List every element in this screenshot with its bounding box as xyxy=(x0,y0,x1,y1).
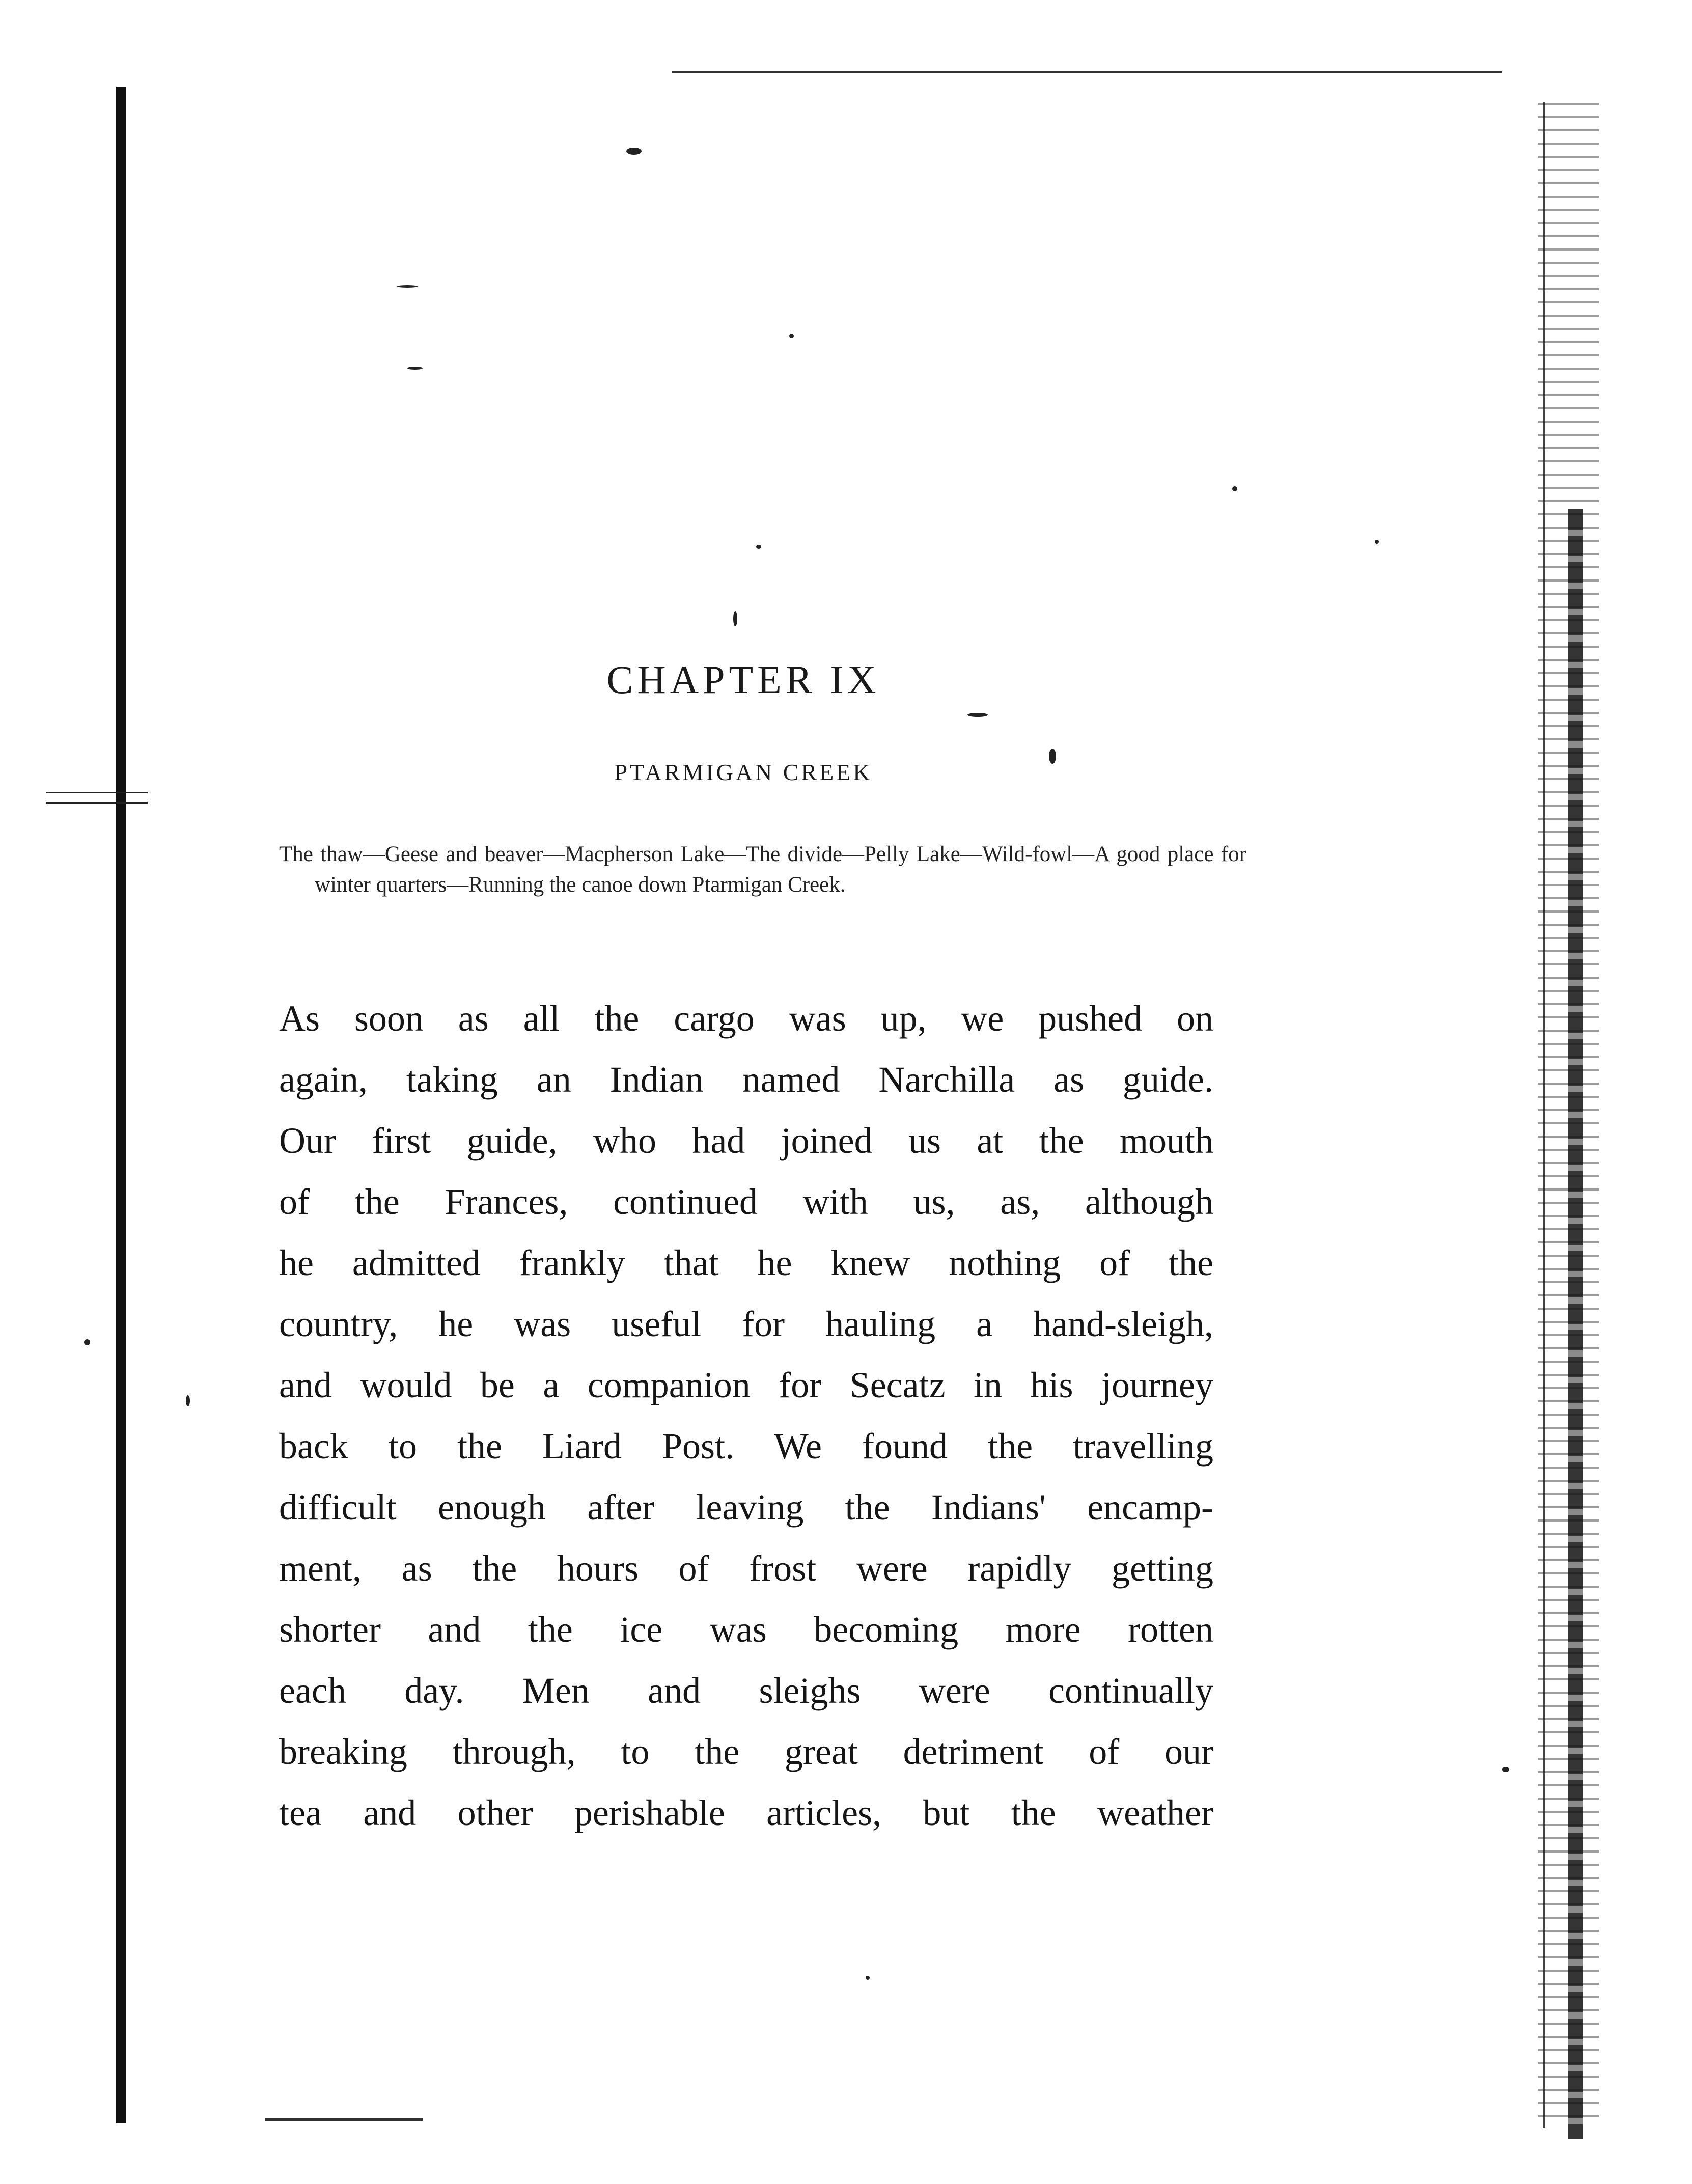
body-line: again, taking an Indian named Narchilla as guide. xyxy=(279,1059,1213,1100)
scan-speck xyxy=(397,285,418,288)
scan-left-tick xyxy=(46,792,148,793)
body-line: breaking through, to the great detriment of our xyxy=(279,1731,1213,1772)
scan-top-edge-line xyxy=(672,71,1502,73)
scan-speck xyxy=(1502,1767,1509,1772)
scan-speck xyxy=(1375,540,1379,544)
scan-bottom-mark xyxy=(265,2118,423,2121)
scan-speck xyxy=(407,367,423,370)
body-paragraph xyxy=(279,988,1213,1843)
body-line: Our first guide, who had joined us at the mouth xyxy=(279,1120,1213,1161)
body-line: shorter and the ice was becoming more rotten xyxy=(279,1609,1213,1650)
chapter-subtitle: PTARMIGAN CREEK xyxy=(614,759,873,785)
body-line: each day. Men and sleighs were continually xyxy=(279,1670,1213,1711)
body-line: back to the Liard Post. We found the travelling xyxy=(279,1426,1213,1467)
scan-speck xyxy=(756,545,761,549)
scan-binding-shadow xyxy=(116,87,126,2123)
scan-speck xyxy=(84,1339,90,1345)
body-line: ment, as the hours of frost were rapidly getting xyxy=(279,1548,1213,1589)
scan-speck xyxy=(733,611,737,626)
body-line: difficult enough after leaving the Indians' encamp- xyxy=(279,1487,1213,1528)
scan-right-dark-strip xyxy=(1568,509,1583,2139)
body-line: As soon as all the cargo was up, we pushed on xyxy=(279,998,1213,1039)
scan-speck xyxy=(967,713,988,717)
body-line: he admitted frankly that he knew nothing of the xyxy=(279,1242,1213,1283)
scan-speck xyxy=(626,148,642,155)
scan-speck xyxy=(866,1976,870,1980)
body-line: country, he was useful for hauling a hand-sleigh, xyxy=(279,1304,1213,1344)
scan-left-tick xyxy=(46,802,148,804)
chapter-title: CHAPTER IX xyxy=(606,657,880,702)
scan-speck xyxy=(789,334,794,338)
body-line: of the Frances, continued with us, as, although xyxy=(279,1181,1213,1222)
chapter-synopsis: The thaw—Geese and beaver—Macpherson Lake—The divide—Pelly Lake—Wild-fowl—A good place for winter quarters—Running the canoe down Ptarmigan Creek. xyxy=(279,842,1246,897)
body-line: tea and other perishable articles, but the weather xyxy=(279,1792,1213,1833)
scan-speck xyxy=(186,1395,190,1406)
body-line: and would be a companion for Secatz in his journey xyxy=(279,1365,1213,1405)
scan-speck xyxy=(1232,486,1237,491)
